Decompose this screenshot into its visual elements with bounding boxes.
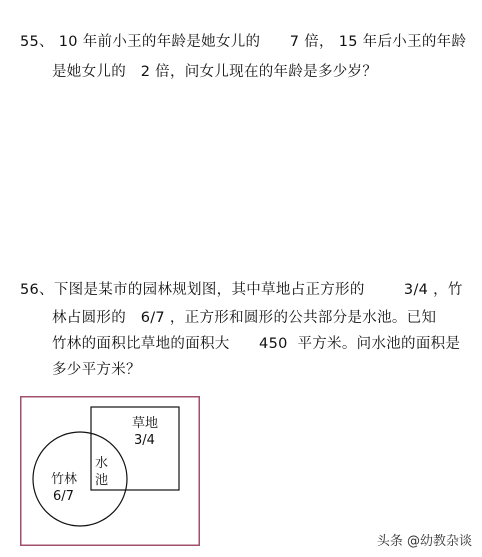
grass-label: 草地 [132,416,159,431]
q56-line-1: 56、下图是某市的园林规划图，其中草地占正方形的 3/4 ，竹 [20,282,463,298]
garden-plan-diagram [20,396,200,546]
watermark: 头条 @幼教杂谈 [376,534,472,549]
q56-line-4: 多少平方米？ [52,362,141,378]
garden-plan-figure [20,396,200,546]
q55-line-1: 55、 10 年前小王的年龄是她女儿的 7 倍， 15 年后小王的年龄 [20,34,467,50]
q55-line-2: 是她女儿的 2 倍，问女儿现在的年龄是多少岁？ [52,64,378,80]
figure-frame [21,397,200,546]
pond-label-char-1: 水 [95,456,109,471]
pond-label-char-2: 池 [95,473,109,488]
bamboo-circle [33,432,127,526]
q56-line-2: 林占圆形的 6/7 ，正方形和圆形的公共部分是水池。已知 [52,310,437,326]
grass-fraction: 3/4 [134,433,155,448]
bamboo-label: 竹林 [51,472,78,487]
q56-line-3: 竹林的面积比草地的面积大 450 平方米。问水池的面积是 [52,336,461,352]
bamboo-fraction: 6/7 [53,489,74,504]
